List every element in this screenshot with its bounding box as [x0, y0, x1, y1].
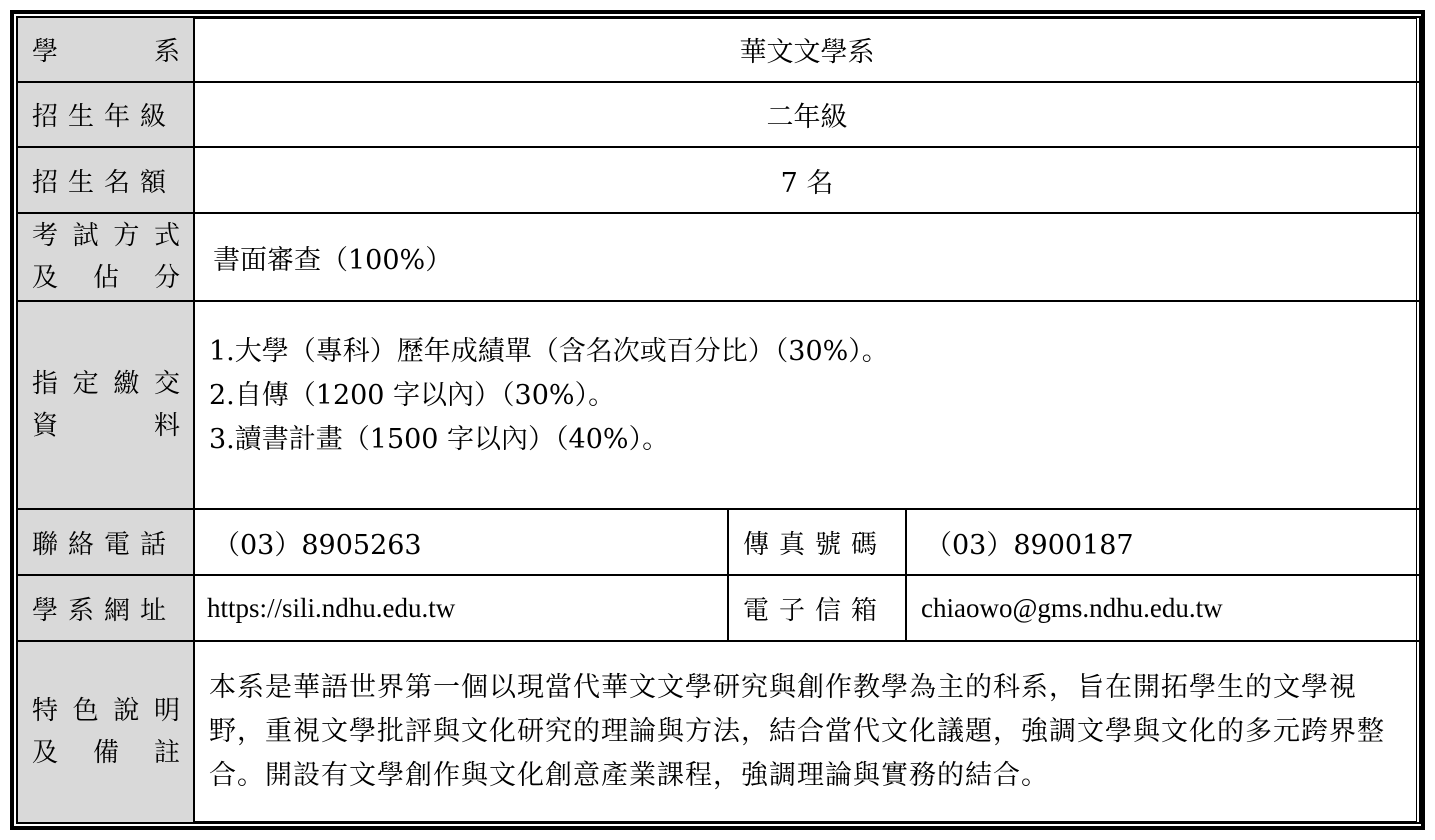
department-value: 華文文學系: [194, 17, 1420, 82]
materials-label: [18, 363, 193, 447]
row-notes: [17, 641, 1420, 823]
row-phone-fax: [17, 509, 1420, 575]
department-label-cell: [17, 17, 194, 82]
fax-label-cell: [728, 509, 906, 575]
materials-value: [194, 301, 1420, 509]
website-label-cell: [17, 575, 194, 641]
materials-label-cell: [17, 301, 194, 509]
phone-label-cell: [17, 509, 194, 575]
materials-label-line2: 資 料: [32, 411, 181, 441]
email-value[interactable]: chiaowo@gms.ndhu.edu.tw: [906, 575, 1420, 641]
quota-label: 招生名額: [32, 167, 177, 198]
fax-label: 傳真號碼: [743, 529, 888, 560]
email-label: 電子信箱: [743, 595, 888, 626]
materials-list: [195, 330, 1419, 480]
row-grade: [17, 82, 1420, 147]
website-value[interactable]: https://sili.ndhu.edu.tw: [194, 575, 728, 641]
row-exam-method: [17, 213, 1420, 301]
notes-label-cell: [17, 641, 194, 823]
quota-label-cell: [17, 147, 194, 213]
admission-info-table: [16, 16, 1421, 824]
row-materials: [17, 301, 1420, 509]
phone-value: （03）8905263: [194, 509, 728, 575]
phone-label: 聯絡電話: [32, 529, 177, 560]
materials-item: 3.讀書計畫（1500 字以內）（40%）。: [209, 424, 670, 455]
notes-label-line2: 及 備 註: [32, 738, 181, 768]
notes-value: 本系是華語世界第一個以現當代華文文學研究與創作教學為主的科系，旨在開拓學生的文學視野，重視文學批評與文化研究的理論與方法，結合當代文化議題，強調文學與文化的多元跨界整合。開設有文學創作與文化創意產業課程，強調理論與實務的結合。: [209, 672, 1385, 791]
website-label: 學系網址: [32, 595, 177, 626]
row-quota: [17, 147, 1420, 213]
notes-value-cell: [194, 641, 1420, 823]
exam-label-cell: [17, 213, 194, 301]
notes-label: [18, 690, 193, 774]
exam-label-line1: 考 試 方 式: [32, 221, 181, 251]
email-label-cell: [728, 575, 906, 641]
exam-value: 書面審查（100%）: [194, 213, 1420, 301]
quota-value: 7 名: [194, 147, 1420, 213]
exam-label-line2: 及 佔 分: [32, 263, 181, 293]
materials-label-line1: 指 定 繳 交: [32, 369, 181, 399]
department-label: 學 系: [32, 37, 181, 67]
materials-item: 2.自傳（1200 字以內）（30%）。: [209, 380, 616, 411]
grade-label-cell: [17, 82, 194, 147]
fax-value: （03）8900187: [906, 509, 1420, 575]
row-department: [17, 17, 1420, 82]
row-website-email: [17, 575, 1420, 641]
exam-label: [18, 215, 193, 299]
grade-value: 二年級: [194, 82, 1420, 147]
notes-label-line1: 特 色 說 明: [32, 696, 181, 726]
materials-item: 1.大學（專科）歷年成績單（含名次或百分比）（30%）。: [209, 336, 889, 367]
grade-label: 招生年級: [32, 102, 177, 132]
